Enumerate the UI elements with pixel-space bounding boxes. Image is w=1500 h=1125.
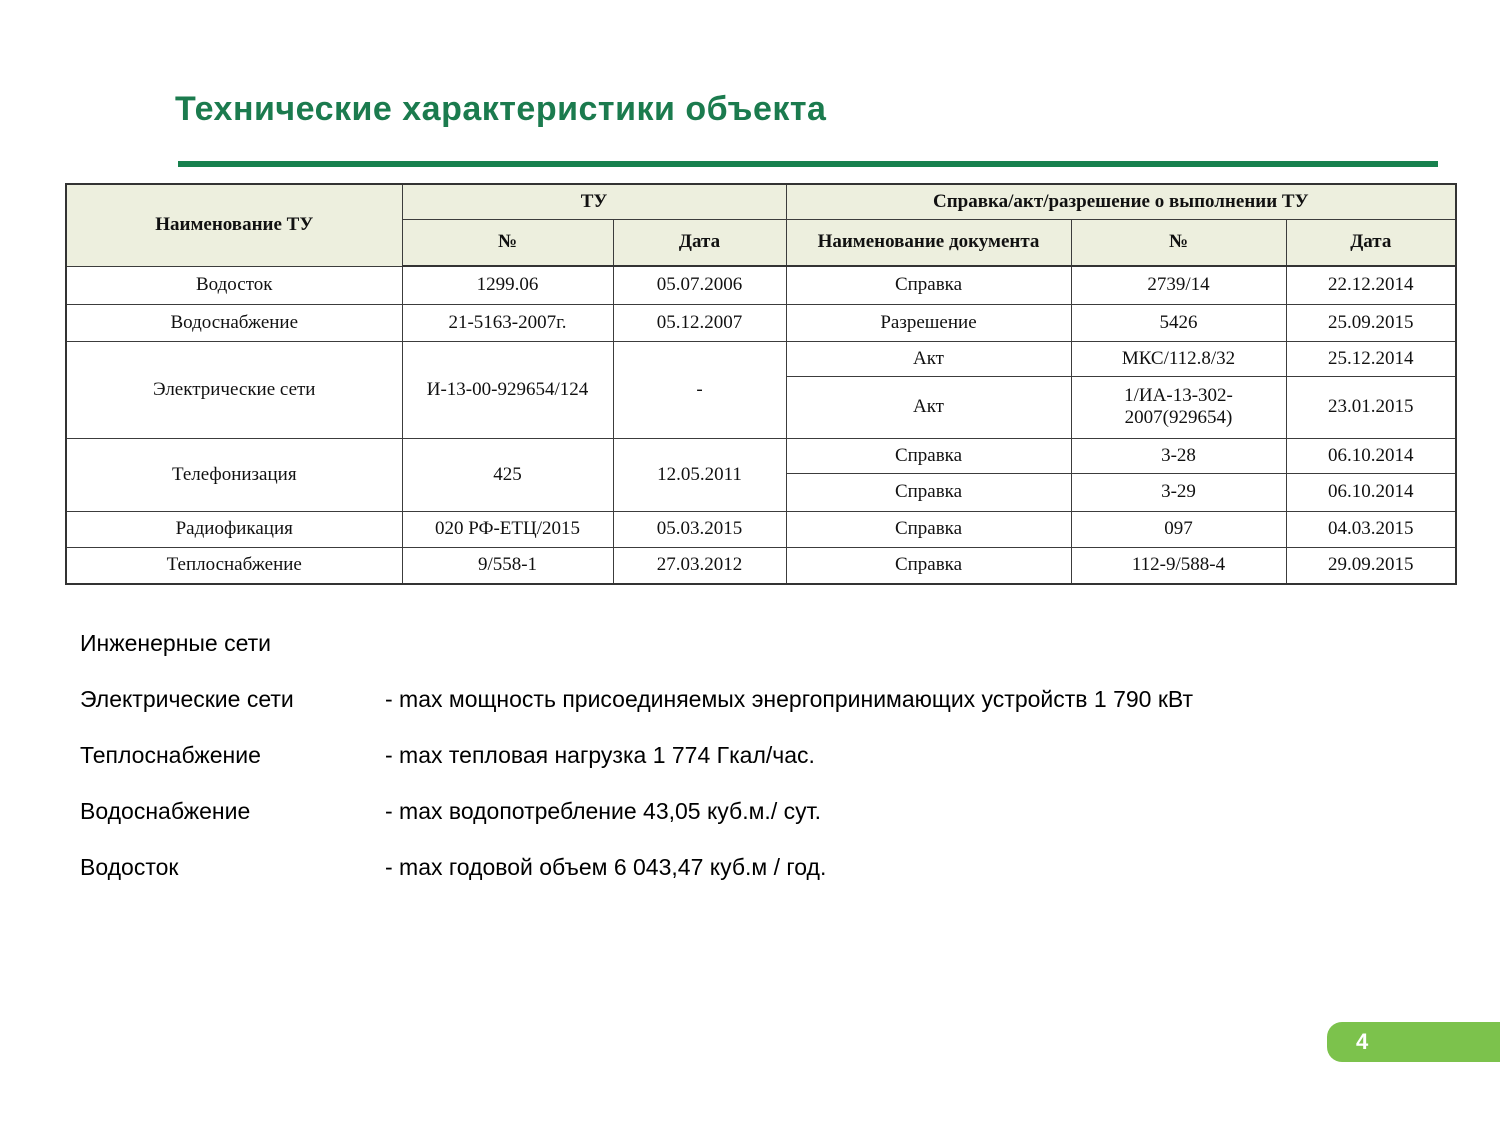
header-tu-num: №	[402, 219, 613, 266]
table-cell-doc-date: 23.01.2015	[1286, 376, 1456, 438]
table-cell-doc-num: 3-29	[1071, 473, 1286, 511]
engineering-notes	[80, 631, 1440, 911]
table-row	[66, 304, 1456, 341]
note-label: Водосток	[80, 854, 179, 880]
table-cell-doc-date: 04.03.2015	[1286, 511, 1456, 547]
table-cell-name: Радиофикация	[66, 511, 402, 547]
table-cell-tu-date: 05.12.2007	[613, 304, 786, 341]
table-cell-name: Водоснабжение	[66, 304, 402, 341]
table-cell-tu-date: 05.07.2006	[613, 266, 786, 304]
table-row	[66, 511, 1456, 547]
table-cell-tu-date: 05.03.2015	[613, 511, 786, 547]
header-doc-date: Дата	[1286, 219, 1456, 266]
table-cell-tu-num: 21-5163-2007г.	[402, 304, 613, 341]
table-cell-doc-date: 06.10.2014	[1286, 473, 1456, 511]
note-text: - max водопотребление 43,05 куб.м./ сут.	[385, 798, 821, 824]
note-label: Водоснабжение	[80, 798, 251, 824]
table-cell-doc-num: 3-28	[1071, 438, 1286, 473]
title-underline	[178, 161, 1438, 167]
note-line	[80, 799, 1440, 824]
page-number: 4	[1356, 1029, 1369, 1054]
table-cell-name: Электрические сети	[66, 341, 402, 438]
table-cell-doc: Справка	[786, 547, 1071, 584]
note-text: - max годовой объем 6 043,47 куб.м / год.	[385, 854, 827, 880]
header-group-tu: ТУ	[402, 184, 786, 219]
table-cell-doc: Справка	[786, 266, 1071, 304]
table-cell-tu-num: 020 РФ-ЕТЦ/2015	[402, 511, 613, 547]
table-cell-doc: Акт	[786, 341, 1071, 376]
table-cell-tu-date: 12.05.2011	[613, 438, 786, 511]
table-cell-tu-num: И-13-00-929654/124	[402, 341, 613, 438]
table-cell-tu-num: 9/558-1	[402, 547, 613, 584]
table-row	[66, 341, 1456, 376]
header-doc-num: №	[1071, 219, 1286, 266]
header-tu-date: Дата	[613, 219, 786, 266]
header-doc-name: Наименование документа	[786, 219, 1071, 266]
table-cell-doc-date: 29.09.2015	[1286, 547, 1456, 584]
table-cell-tu-num: 1299.06	[402, 266, 613, 304]
table-cell-tu-date: -	[613, 341, 786, 438]
table-row	[66, 547, 1456, 584]
page-title: Технические характеристики объекта	[175, 90, 827, 128]
table-cell-name: Теплоснабжение	[66, 547, 402, 584]
note-line	[80, 743, 1440, 768]
table-row	[66, 266, 1456, 304]
table-cell-name: Телефонизация	[66, 438, 402, 511]
note-text: - max тепловая нагрузка 1 774 Гкал/час.	[385, 742, 815, 768]
notes-heading: Инженерные сети	[80, 630, 272, 656]
table-cell-doc: Акт	[786, 376, 1071, 438]
header-name-tu: Наименование ТУ	[66, 184, 402, 266]
table-cell-tu-date: 27.03.2012	[613, 547, 786, 584]
note-line	[80, 855, 1440, 880]
table-cell-doc-num: 5426	[1071, 304, 1286, 341]
header-group-doc: Справка/акт/разрешение о выполнении ТУ	[786, 184, 1456, 219]
table-cell-doc-date: 25.12.2014	[1286, 341, 1456, 376]
table-cell-doc-num: 1/ИА-13-302-2007(929654)	[1071, 376, 1286, 438]
table-cell-doc-num: 112-9/588-4	[1071, 547, 1286, 584]
table-cell-tu-num: 425	[402, 438, 613, 511]
table-cell-doc: Справка	[786, 438, 1071, 473]
table-cell-doc-date: 06.10.2014	[1286, 438, 1456, 473]
tu-table	[65, 183, 1457, 585]
note-label: Электрические сети	[80, 686, 294, 712]
table-cell-doc-date: 25.09.2015	[1286, 304, 1456, 341]
note-text: - max мощность присоединяемых энергопринимающих устройств 1 790 кВт	[385, 686, 1194, 712]
table-cell-doc: Справка	[786, 511, 1071, 547]
note-label: Теплоснабжение	[80, 742, 261, 768]
table-cell-doc-num: 097	[1071, 511, 1286, 547]
table-cell-doc: Справка	[786, 473, 1071, 511]
table-row	[66, 438, 1456, 473]
tu-table-container	[65, 183, 1457, 585]
note-line	[80, 687, 1440, 712]
table-cell-doc-num: 2739/14	[1071, 266, 1286, 304]
page-number-badge	[1327, 1022, 1500, 1062]
table-cell-name: Водосток	[66, 266, 402, 304]
table-cell-doc: Разрешение	[786, 304, 1071, 341]
table-cell-doc-date: 22.12.2014	[1286, 266, 1456, 304]
notes-heading-row	[80, 631, 1440, 656]
table-cell-doc-num: МКС/112.8/32	[1071, 341, 1286, 376]
